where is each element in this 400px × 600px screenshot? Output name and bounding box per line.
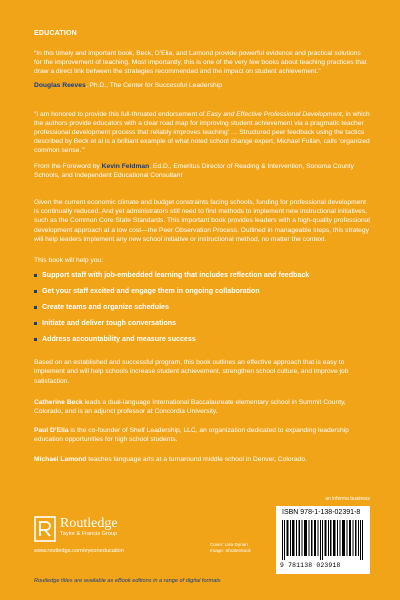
endorsement-1-attribution bbox=[34, 81, 370, 90]
endorsement-1-author: Douglas Reeves bbox=[34, 81, 86, 89]
author-bio-text: is the co-founder of Shelf Leadership, LLC, an organization dedicated to expanding leadership education opportunities for high school students. bbox=[34, 427, 349, 444]
closing-paragraph: Based on an established and successful program, this book outlines an effective approach that is easy to implement and will help schools increase student achievement, strengthen school culture, and improve job satisfaction. bbox=[34, 359, 349, 385]
foreword-author: Kevin Feldman bbox=[101, 162, 150, 170]
help-intro: This book will help you: bbox=[34, 257, 104, 265]
benefit-item: Support staff with job-embedded learning that includes reflection and feedback bbox=[34, 271, 370, 280]
isbn-label: ISBN 978-1-138-02391-8 bbox=[282, 509, 361, 516]
endorsement-1-affiliation: , Ph.D., The Center for Successful Leadership bbox=[85, 81, 222, 89]
author-name: Michael Lamond bbox=[34, 455, 87, 463]
cover-image-credit: Image: Shutterstock bbox=[210, 548, 251, 553]
barcode-icon bbox=[282, 520, 364, 560]
endorsement-2-text bbox=[34, 110, 370, 156]
author-name: Catherine Beck bbox=[34, 398, 83, 406]
author-bio bbox=[34, 398, 370, 416]
publisher-url[interactable]: www.routledge.com/eyeoneducation bbox=[34, 548, 124, 554]
cover-content bbox=[34, 30, 370, 474]
cover-credit bbox=[210, 542, 251, 554]
cover-footer bbox=[34, 496, 370, 592]
informa-tagline: an informa business bbox=[325, 496, 370, 502]
endorsement-2 bbox=[34, 110, 370, 156]
endorsement-2-book-title: Easy and Effective Professional Development bbox=[206, 110, 342, 118]
publisher-group: Taylor & Francis Group bbox=[60, 531, 118, 537]
cover-designer: Cover: Lisa Dynan bbox=[210, 542, 248, 547]
endorsement-2-before: “I am honored to provide this full-throated endorsement of bbox=[34, 110, 207, 118]
author-bio-text: leads a dual-language International Baccalaureate elementary school in Summit County, Colorado, and is an adjunct professor at Concordia University. bbox=[34, 398, 346, 416]
endorsement-1 bbox=[34, 49, 370, 90]
barcode-panel bbox=[276, 506, 370, 574]
publisher-name: Routledge bbox=[60, 516, 118, 531]
routledge-logo-icon bbox=[34, 516, 56, 542]
foreword-prefix: From the Foreword by bbox=[34, 162, 102, 170]
author-name: Paul D’Elia bbox=[34, 427, 69, 435]
isbn-digits: 9 781138 023918 bbox=[280, 562, 341, 569]
author-bio bbox=[34, 426, 370, 444]
benefit-item: Initiate and deliver tough conversations bbox=[34, 319, 370, 328]
endorsement-2-after: , in which the authors provide educators with a clear road map for improving student achievement via a pragmatic teacher professional development process that reliably improves teaching’ … Structured peer feedback using the tactics described by Beck et al is a brilliant example of what noted school change expert, Michael Fullan, calls ‘organized common sense.’” bbox=[34, 110, 370, 155]
book-description: Given the current economic climate and budget constraints facing schools, funding for professional development is continually reduced. And yet administrators still need to find methods to implement new instructional initiatives, such as the Common Core State Standards. This important book provides leaders with a high-quality professional development approach at a low cost—the Peer Observation Process. Outlined in manageable steps, this strategy will help leaders implement any new school initiative or instructional method, no matter the context. bbox=[34, 199, 370, 243]
benefits-list bbox=[34, 271, 370, 344]
benefit-item: Create teams and organize schedules bbox=[34, 303, 370, 312]
author-bio-text: teaches language arts at a turnaround middle school in Denver, Colorado. bbox=[86, 455, 307, 463]
benefit-item: Get your staff excited and engage them in ongoing collaboration bbox=[34, 287, 370, 296]
author-bio bbox=[34, 455, 370, 464]
endorsement-1-text: “In this timely and important book, Beck, D’Elia, and Lamond provide powerful evidence and practical solutions for the improvement of teaching. Most importantly, this is one of the very few books about teaching practices that draw a direct link between the strategies recommended and the impact on student achievement.” bbox=[34, 50, 367, 76]
category-label: EDUCATION bbox=[34, 30, 77, 37]
foreword-suffix: , Ed.D., Emeritus Director of Reading & Intervention, Sonoma County Schools, and Independent Educational Consultant bbox=[34, 162, 355, 179]
foreword-attribution bbox=[34, 162, 370, 180]
ebook-note: Routledge titles are available as eBook editions in a range of digital formats bbox=[34, 578, 221, 584]
benefit-item: Address accountability and measure success bbox=[34, 335, 370, 344]
